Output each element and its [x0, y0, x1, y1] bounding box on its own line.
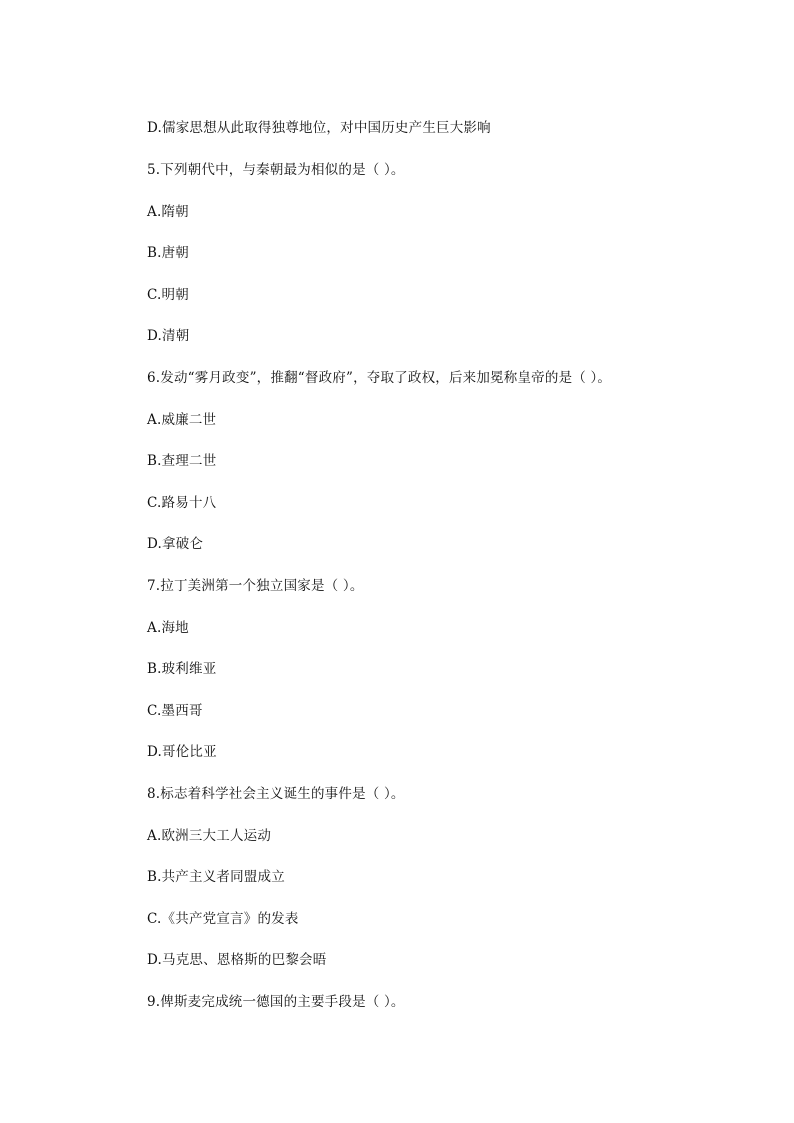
- option-a-q5: A.隋朝: [147, 204, 189, 220]
- option-b-q7: B.玻利维亚: [147, 661, 217, 677]
- option-d-q8: D.马克思、恩格斯的巴黎会晤: [147, 952, 327, 968]
- option-b-q6: B.查理二世: [147, 453, 217, 469]
- option-a-q7: A.海地: [147, 620, 189, 636]
- option-b-q5: B.唐朝: [147, 245, 190, 261]
- option-b-q8: B.共产主义者同盟成立: [147, 869, 285, 885]
- option-d-q6: D.拿破仑: [147, 536, 204, 552]
- option-c-q6: C.路易十八: [147, 495, 217, 511]
- option-c-q8: C.《共产党宣言》的发表: [147, 911, 299, 927]
- question-6: 6.发动“雾月政变”，推翻“督政府”，夺取了政权，后来加冕称皇帝的是（ ）。: [147, 370, 612, 386]
- question-8: 8.标志着科学社会主义诞生的事件是（ ）。: [147, 786, 405, 802]
- question-7: 7.拉丁美洲第一个独立国家是（ ）。: [147, 578, 364, 594]
- question-9: 9.俾斯麦完成统一德国的主要手段是（ ）。: [147, 994, 405, 1010]
- option-c-q5: C.明朝: [147, 287, 189, 303]
- question-5: 5.下列朝代中，与秦朝最为相似的是（ ）。: [147, 162, 405, 178]
- option-d-q7: D.哥伦比亚: [147, 744, 217, 760]
- option-d-q4: D.儒家思想从此取得独尊地位，对中国历史产生巨大影响: [147, 120, 491, 136]
- option-d-q5: D.清朝: [147, 328, 190, 344]
- option-c-q7: C.墨西哥: [147, 703, 203, 719]
- option-a-q6: A.威廉二世: [147, 412, 217, 428]
- option-a-q8: A.欧洲三大工人运动: [147, 828, 272, 844]
